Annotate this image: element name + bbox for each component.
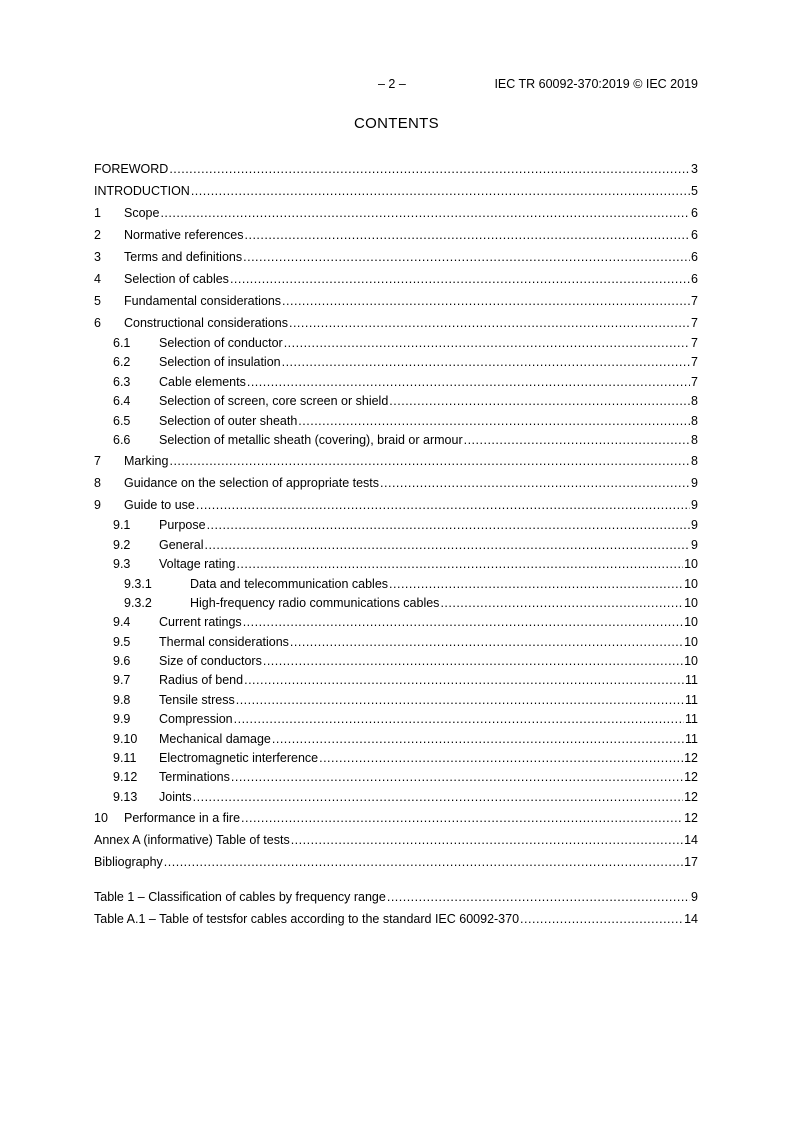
dot-leader [389,392,690,411]
toc-entry-page: 7 [691,316,698,330]
dot-leader [196,494,690,516]
toc-entry-number: 2 [94,228,101,242]
toc-entry-page: 9 [691,537,698,552]
toc-entry[interactable] [94,180,698,202]
toc-entry[interactable] [94,851,698,873]
toc-entry[interactable] [94,392,698,411]
toc-entry-page: 11 [685,712,698,727]
toc-entry[interactable] [94,807,698,829]
toc-entry-page: 12 [684,751,698,766]
table-of-contents [94,158,698,873]
table-list-title: Table 1 – Classification of cables by frequency range [94,890,386,904]
toc-entry-title: Selection of conductor [159,336,283,350]
toc-entry[interactable] [94,749,698,768]
toc-entry-title: Fundamental considerations [124,294,282,308]
toc-entry-title: INTRODUCTION [94,184,190,198]
toc-entry[interactable] [94,312,698,334]
toc-entry-number: 10 [94,811,108,826]
toc-entry[interactable] [94,158,698,180]
dot-leader [282,290,690,312]
toc-entry-title: Radius of bend [159,673,244,688]
table-list-entry[interactable] [94,886,698,908]
dot-leader [164,851,683,873]
toc-entry[interactable] [94,334,698,353]
toc-entry[interactable] [94,768,698,787]
toc-entry-title: High-frequency radio communications cables [190,595,440,610]
toc-entry-title: Normative references [124,228,244,242]
toc-entry[interactable] [94,691,698,710]
toc-entry[interactable] [94,730,698,749]
toc-entry-page: 6 [691,250,698,264]
toc-entry-title: FOREWORD [94,162,169,176]
toc-entry-number: 5 [94,294,101,308]
toc-entry-number: 9.3.2 [124,595,152,610]
toc-entry-title: Marking [124,454,169,469]
toc-entry-title: Thermal considerations [159,634,289,649]
toc-entry-page: 9 [691,476,698,491]
dot-leader [244,671,684,690]
toc-entry-number: 6.2 [113,355,131,370]
toc-entry-title: Selection of outer sheath [159,413,298,428]
toc-entry-page: 12 [684,811,698,826]
toc-entry[interactable] [94,788,698,807]
toc-entry-number: 6 [94,316,101,330]
toc-entry-number: 9.6 [113,654,131,669]
toc-entry-number: 9.4 [113,615,131,630]
toc-entry-number: 9.10 [113,731,138,746]
toc-entry[interactable] [94,613,698,632]
toc-entry-page: 7 [691,355,698,370]
dot-leader [290,633,683,652]
toc-entry-title: Guide to use [124,498,195,513]
toc-entry[interactable] [94,202,698,224]
dot-leader [236,555,683,574]
toc-entry[interactable] [94,246,698,268]
toc-entry-title: Constructional considerations [124,316,288,330]
dot-leader [440,594,683,613]
toc-entry-title: Size of conductors [159,654,262,669]
toc-entry-title: Selection of cables [124,272,229,286]
table-list-title: Table A.1 – Table of testsfor cables according to the standard IEC 60092-370 [94,912,520,926]
toc-entry-number: 9.8 [113,692,131,707]
toc-entry-page: 10 [684,634,698,649]
toc-entry-number: 6.5 [113,413,131,428]
toc-entry-number: 1 [94,206,101,220]
table-list-entry[interactable] [94,908,698,930]
toc-entry-title: Electromagnetic interference [159,751,319,766]
toc-entry-number: 9.11 [113,751,137,766]
toc-entry[interactable] [94,412,698,431]
dot-leader [289,312,690,334]
dot-leader [204,536,690,555]
toc-entry-title: Bibliography [94,855,163,870]
toc-entry-number: 9.13 [113,789,138,804]
toc-entry-page: 8 [691,454,698,469]
toc-entry-page: 10 [684,595,698,610]
toc-entry[interactable] [94,536,698,555]
dot-leader [245,224,691,246]
toc-entry-number: 9.3 [113,557,131,572]
toc-entry-page: 11 [685,731,698,746]
toc-entry-page: 10 [684,615,698,630]
dot-leader [243,246,690,268]
toc-entry-page: 9 [691,498,698,513]
toc-entry-title: Cable elements [159,374,246,389]
table-list-page: 9 [691,890,698,904]
document-id: IEC TR 60092-370:2019 © IEC 2019 [494,77,698,91]
toc-entry-title: Voltage rating [159,557,236,572]
toc-entry-number: 9.5 [113,634,131,649]
toc-entry[interactable] [94,633,698,652]
toc-entry[interactable] [94,353,698,372]
page-number: – 2 – [378,77,406,91]
toc-entry[interactable] [94,671,698,690]
toc-entry-title: Current ratings [159,615,242,630]
dot-leader [291,829,683,851]
toc-entry-number: 4 [94,272,101,286]
toc-entry-number: 9 [94,498,101,513]
dot-leader [231,768,683,787]
dot-leader [230,268,690,290]
dot-leader [247,373,690,392]
list-of-tables [94,886,698,930]
toc-entry[interactable] [94,290,698,312]
toc-entry[interactable] [94,710,698,729]
toc-entry-number: 9.7 [113,673,131,688]
dot-leader [284,334,690,353]
toc-entry-number: 9.2 [113,537,131,552]
toc-entry-title: Terminations [159,770,230,785]
dot-leader [387,886,690,908]
toc-entry[interactable] [94,575,698,594]
toc-entry-page: 10 [684,654,698,669]
toc-entry[interactable] [94,555,698,574]
toc-entry[interactable] [94,450,698,472]
toc-entry-title: Performance in a fire [124,811,241,826]
toc-entry-title: Tensile stress [159,692,235,707]
dot-leader [169,158,690,180]
dot-leader [263,652,683,671]
dot-leader [234,710,684,729]
dot-leader [272,730,684,749]
toc-entry-number: 9.9 [113,712,131,727]
toc-entry-title: Selection of insulation [159,355,281,370]
toc-entry[interactable] [94,652,698,671]
dot-leader [282,353,690,372]
toc-entry-page: 8 [691,413,698,428]
toc-entry-title: Terms and definitions [124,250,243,264]
toc-entry-title: Purpose [159,518,206,533]
toc-entry-number: 9.1 [113,518,131,533]
toc-entry[interactable] [94,494,698,516]
toc-entry-number: 9.12 [113,770,138,785]
dot-leader [207,516,690,535]
page-header [0,76,698,92]
table-list-page: 14 [684,912,698,926]
toc-entry-title: Scope [124,206,160,220]
page-title: CONTENTS [354,115,439,132]
toc-entry-page: 8 [691,432,698,447]
dot-leader [520,908,683,930]
toc-entry-title: Guidance on the selection of appropriate tests [124,476,380,491]
toc-entry[interactable] [94,516,698,535]
toc-entry-page: 14 [684,833,698,848]
toc-entry-page: 7 [691,294,698,308]
toc-entry-page: 5 [691,184,698,198]
toc-entry-page: 10 [684,576,698,591]
toc-entry-title: Compression [159,712,233,727]
dot-leader [169,450,690,472]
toc-entry-number: 7 [94,454,101,469]
toc-entry-title: Joints [159,789,192,804]
toc-entry-page: 6 [691,228,698,242]
dot-leader [243,613,683,632]
toc-entry-number: 8 [94,476,101,491]
toc-entry-page: 7 [691,374,698,389]
toc-entry-title: Selection of metallic sheath (covering), braid or armour [159,432,463,447]
dot-leader [191,180,690,202]
toc-entry-page: 11 [685,692,698,707]
dot-leader [380,472,690,494]
toc-entry[interactable] [94,268,698,290]
dot-leader [389,575,683,594]
dot-leader [193,788,683,807]
toc-entry[interactable] [94,431,698,450]
toc-entry-page: 12 [684,770,698,785]
toc-entry-page: 8 [691,394,698,409]
toc-entry[interactable] [94,472,698,494]
toc-entry-page: 11 [685,673,698,688]
toc-entry[interactable] [94,594,698,613]
toc-entry-title: Annex A (informative) Table of tests [94,833,290,848]
toc-entry[interactable] [94,373,698,392]
dot-leader [319,749,683,768]
toc-entry[interactable] [94,224,698,246]
toc-entry-number: 6.6 [113,432,131,447]
toc-entry-page: 6 [691,272,698,286]
toc-entry-title: Data and telecommunication cables [190,576,389,591]
toc-entry-title: General [159,537,204,552]
toc-entry-number: 6.1 [113,336,131,350]
toc-entry-title: Mechanical damage [159,731,271,746]
dot-leader [160,202,690,224]
toc-entry-page: 6 [691,206,698,220]
toc-entry-number: 3 [94,250,101,264]
toc-entry-page: 17 [684,855,698,870]
toc-entry[interactable] [94,829,698,851]
toc-entry-number: 6.3 [113,374,131,389]
toc-entry-title: Selection of screen, core screen or shield [159,394,389,409]
toc-entry-page: 7 [691,336,698,350]
dot-leader [298,412,690,431]
toc-entry-page: 12 [684,789,698,804]
dot-leader [241,807,683,829]
toc-entry-page: 10 [684,557,698,572]
toc-entry-number: 6.4 [113,394,131,409]
toc-entry-page: 9 [691,518,698,533]
toc-entry-page: 3 [691,162,698,176]
dot-leader [464,431,690,450]
toc-entry-number: 9.3.1 [124,576,152,591]
dot-leader [236,691,684,710]
